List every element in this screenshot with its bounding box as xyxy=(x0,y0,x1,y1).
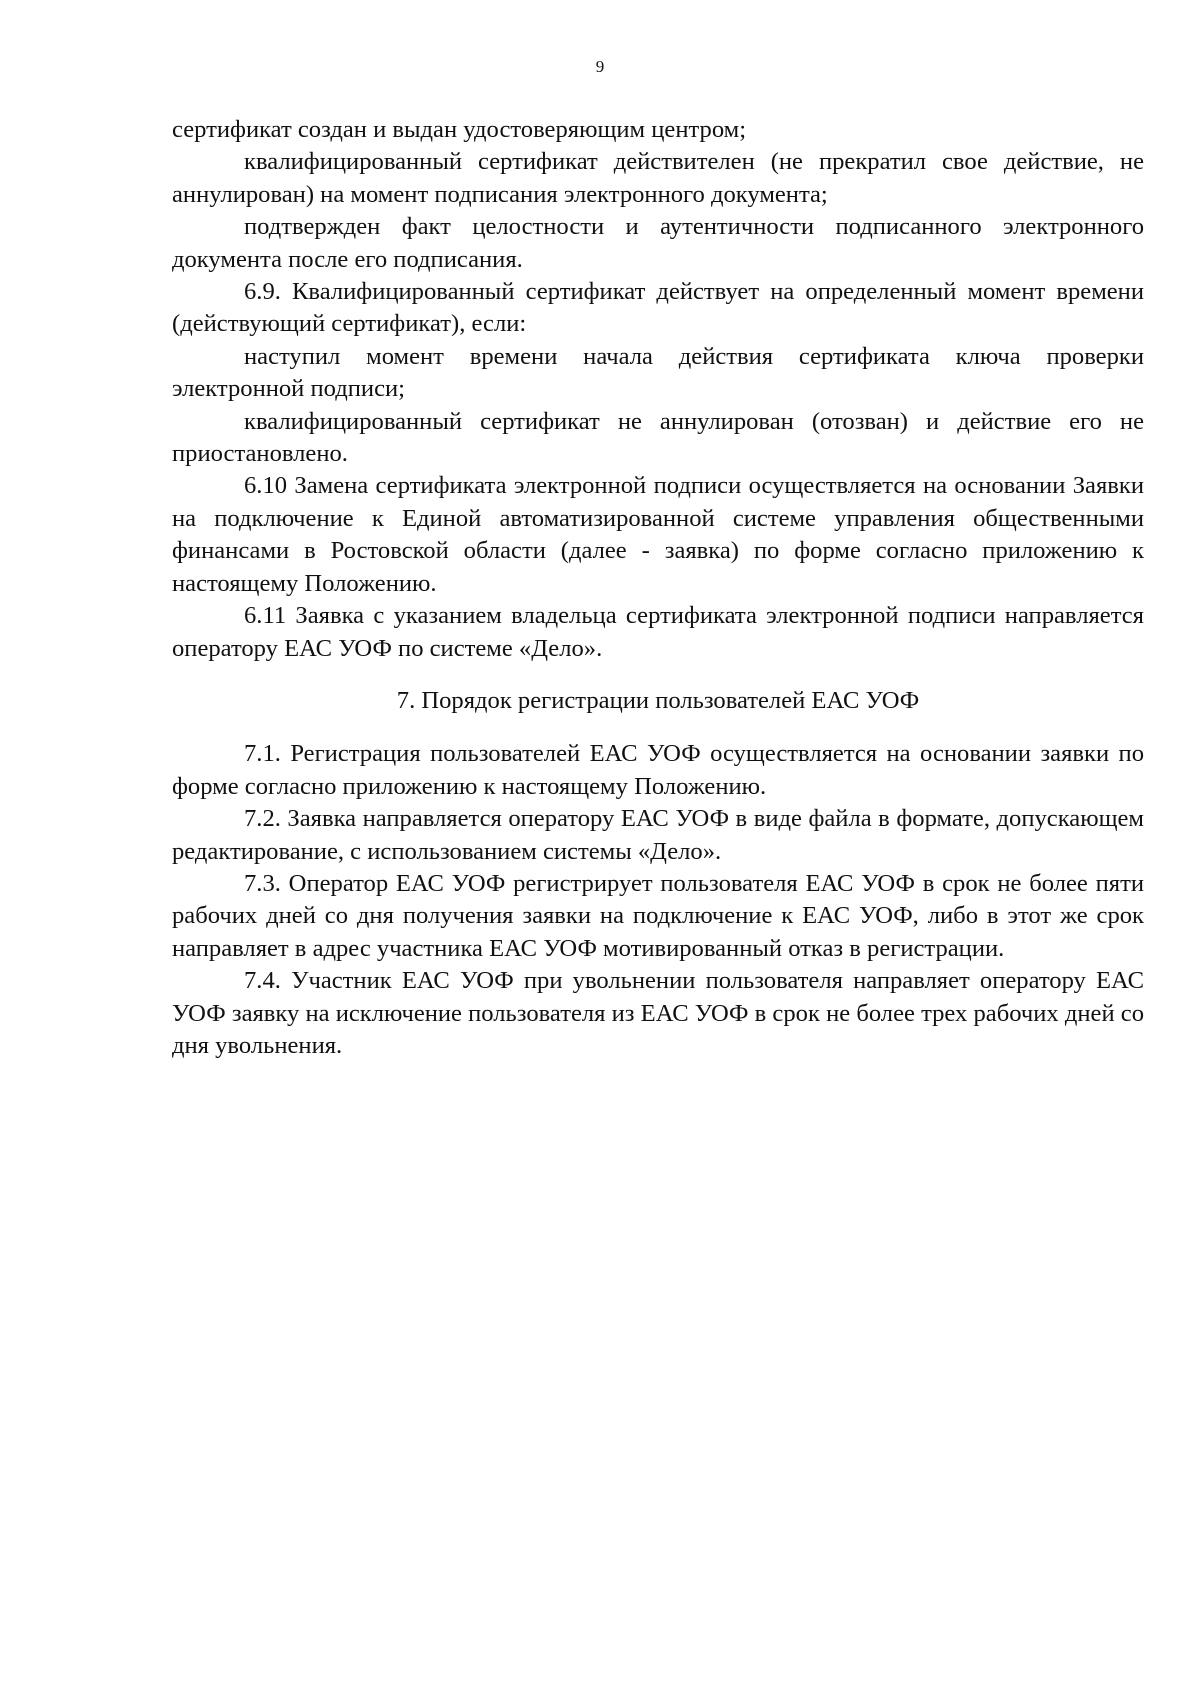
paragraph-7-1: 7.1. Регистрация пользователей ЕАС УОФ осуществляется на основании заявки по форме согласно приложению к настоящему Положению. xyxy=(172,740,1144,800)
paragraph-validity-start: наступил момент времени начала действия сертификата ключа проверки электронной подписи; xyxy=(172,342,1144,403)
paragraph-7-4: 7.4. Участник ЕАС УОФ при увольнении пользователя направляет оператору ЕАС УОФ заявку на исключение пользователя из ЕАС УОФ в срок не более трех рабочих дней со дня увольнения. xyxy=(172,967,1144,1059)
paragraph-not-revoked: квалифицированный сертификат не аннулирован (отозван) и действие его не приостановлено. xyxy=(172,407,1144,468)
paragraph-7-3: 7.3. Оператор ЕАС УОФ регистрирует пользователя ЕАС УОФ в срок не более пяти рабочих дней со дня получения заявки на подключение к ЕАС УОФ, либо в этот же срок направляет в адрес участника ЕАС УОФ мотивированный отказ в регистрации. xyxy=(172,869,1144,962)
paragraph-6-9: 6.9. Квалифицированный сертификат действует на определенный момент времени (действующий сертификат), если: xyxy=(172,278,1144,338)
paragraph-certificate-created: сертификат создан и выдан удостоверяющим центром; xyxy=(172,116,747,143)
document-body xyxy=(172,114,1144,1062)
paragraph-7-2: 7.2. Заявка направляется оператору ЕАС УОФ в виде файла в формате, допускающем редактирование, с использованием системы «Дело». xyxy=(172,805,1144,865)
paragraph-integrity-confirmed: подтвержден факт целостности и аутентичности подписанного электронного документа после его подписания. xyxy=(172,213,1144,273)
paragraph-certificate-valid: квалифицированный сертификат действителен (не прекратил свое действие, не аннулирован) на момент подписания электронного документа; xyxy=(172,148,1144,208)
paragraph-6-11: 6.11 Заявка с указанием владельца сертификата электронной подписи направляется оператору ЕАС УОФ по системе «Дело». xyxy=(172,602,1144,662)
paragraph-6-10: 6.10 Замена сертификата электронной подписи осуществляется на основании Заявки на подключение к Единой автоматизированной системе управления общественными финансами в Ростовской области (далее - заявка) по форме согласно приложению к настоящему Положению. xyxy=(172,472,1144,597)
section-heading: 7. Порядок регистрации пользователей ЕАС УОФ xyxy=(396,686,920,714)
page-number: 9 xyxy=(595,57,605,76)
